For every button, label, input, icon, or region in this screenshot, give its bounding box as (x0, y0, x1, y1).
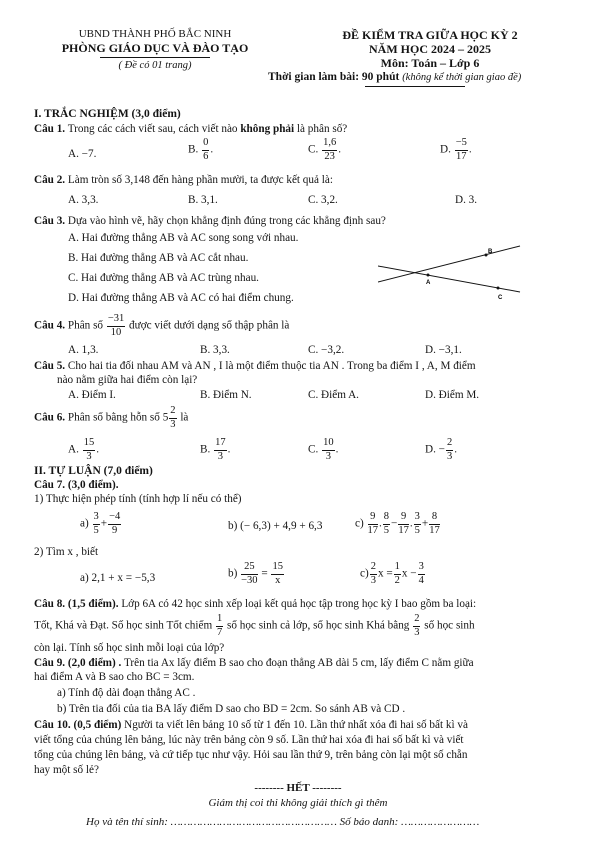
q6-text: Phân số bằng hỗn số (67, 411, 160, 424)
question-1 (34, 123, 347, 135)
q5-option-d: D. Điểm M. (425, 389, 480, 401)
point-a (427, 274, 430, 277)
section-2-title: II. TỰ LUẬN (7,0 điểm) (34, 465, 153, 477)
q7-part-1c (355, 512, 441, 536)
q4-text: Phân số (67, 319, 104, 332)
q3-option-c: C. Hai đường thẳng AB và AC trùng nhau. (68, 272, 259, 284)
q2-label: Câu 2. (34, 174, 66, 186)
q7-1a-op: + (100, 517, 108, 530)
q6-a-den: 3 (86, 450, 92, 462)
q5-option-c: C. Điểm A. (308, 389, 359, 401)
end-marker: -------- HẾT -------- (254, 782, 342, 794)
q7-1a-num1: 3 (93, 512, 100, 525)
q9-label: Câu 9. (2,0 điểm) . (34, 657, 122, 669)
q6-a-label: A. (68, 443, 79, 456)
q7-2c-num3: 3 (418, 562, 425, 575)
question-10 (34, 719, 468, 731)
question-3 (34, 215, 386, 227)
office-name: PHÒNG GIÁO DỤC VÀ ĐÀO TẠO (61, 41, 249, 55)
q8-frac2-den: 3 (414, 626, 420, 638)
q5-label: Câu 5. (34, 360, 66, 372)
q7-1c-op1: . (379, 517, 382, 530)
q4-option-a: A. 1,3. (68, 344, 99, 356)
q7-2b-num1: 25 (241, 562, 257, 575)
q4-num: −31 (107, 314, 125, 327)
q6-mixed-whole: 5 (162, 411, 169, 424)
line-ab (378, 246, 520, 282)
q8-line2-b: số học sinh cả lớp, số học sinh Khá bằng (227, 619, 410, 632)
exam-title: ĐỀ KIỂM TRA GIỮA HỌC KỲ 2 (342, 28, 518, 42)
q7-part-1a (80, 512, 122, 536)
q10-line3: tổng của chúng lên bảng, và cứ tiếp tục như vậy. Hỏi sau lần thứ 9, trên bảng còn lại một số chẵn (34, 749, 468, 761)
q7-1b-expr: (− 6,3) + 4,9 + 6,3 (240, 520, 323, 532)
q7-part-2b (228, 562, 285, 586)
q1-d-num: −5 (455, 138, 468, 151)
q7-1c-num1: 9 (368, 512, 379, 525)
label-a: A (426, 280, 431, 286)
q8-label: Câu 8. (1,5 điểm). (34, 598, 119, 610)
question-6 (34, 406, 188, 430)
q1-text: Trong các cách viết sau, cách viết nào (67, 123, 238, 135)
q2-option-a: A. 3,3. (68, 194, 99, 206)
q8-line2-c: số học sinh (424, 619, 475, 632)
q10-line2: viết tổng của chúng lên bảng, lúc này trên bảng còn 9 số. Lần thứ hai xóa đi hai số bất kì và viết (34, 734, 464, 746)
q7-2c-t2: x − (401, 567, 417, 580)
q7-1a-den2: 9 (112, 524, 118, 536)
q7-2c-num1: 2 (370, 562, 377, 575)
q1-c-num: 1,6 (322, 138, 337, 151)
q9-part-b: b) Trên tia đối của tia BA lấy điểm D sao cho BD = 2cm. So sánh AB và CD . (57, 703, 406, 715)
q1-option-b: B. $\frac{0}{6}$ . (188, 137, 214, 162)
q6-mixed-num: 2 (169, 406, 176, 419)
q6-c-den: 3 (325, 450, 331, 462)
q8-frac1-den: 7 (216, 626, 223, 638)
q7-2a-label: a) (80, 572, 89, 584)
q5-option-b: B. Điểm N. (200, 389, 252, 401)
q6-label: Câu 6. (34, 411, 66, 424)
q3-option-d: D. Hai đường thẳng AB và AC có hai điểm chung. (68, 292, 294, 304)
q2-option-b: B. 3,1. (188, 194, 218, 206)
q6-b-label: B. (200, 443, 211, 456)
q7-part-1b (228, 520, 322, 532)
q1-b-den: 6 (203, 150, 209, 162)
q7-2c-den2: 2 (394, 574, 400, 586)
q7-1c-num5: 8 (429, 512, 440, 525)
q7-1c-op2: − (391, 517, 398, 530)
q7-1c-den5: 17 (429, 524, 440, 536)
q6-option-d: D. − $\frac{2}{3}$ . (425, 437, 458, 462)
q3-option-b: B. Hai đường thẳng AB và AC cắt nhau. (68, 252, 249, 264)
q5-text: Cho hai tia đối nhau AM và AN , I là một điểm thuộc tia AN . Trong ba điểm I , A, M điểm (67, 360, 476, 372)
question-2 (34, 174, 333, 186)
q1-text-end: là phân số? (296, 123, 348, 135)
q7-part-2a (80, 572, 155, 584)
q7-label: Câu 7. (3,0 điểm). (34, 479, 119, 491)
q7-1a-den1: 5 (93, 524, 99, 536)
q4-option-c: C. −3,2. (308, 344, 345, 356)
q7-1c-den2: 5 (383, 524, 390, 536)
page-count-note: ( Đề có 01 trang) (118, 60, 192, 71)
question-4 (34, 314, 289, 338)
q8-frac1-num: 1 (216, 614, 223, 627)
q3-figure (378, 242, 528, 302)
q7-2a-expr: 2,1 + x = −5,3 (91, 572, 156, 584)
q7-2c-label: c) (360, 567, 369, 580)
q7-1a-label: a) (80, 517, 89, 530)
q7-1c-label: c) (355, 517, 364, 530)
q10-line1: Người ta viết lên bảng 10 số từ 1 đến 10. Lần thứ nhất xóa đi hai số bất kì và (124, 719, 468, 731)
q7-2c-num2: 1 (394, 562, 401, 575)
q6-option-b: B. $\frac{17}{3}$ . (200, 437, 231, 462)
q4-text-end: được viết dưới dạng số thập phân là (129, 319, 290, 332)
q4-den: 10 (110, 326, 122, 338)
q7-2b-den1: −30 (241, 574, 258, 586)
q6-d-label: D. − (425, 443, 445, 456)
label-c: C (498, 295, 503, 301)
q4-option-b: B. 3,3. (200, 344, 230, 356)
time-note: (không kể thời gian giao đề) (402, 72, 522, 83)
q8-frac2-num: 2 (413, 614, 420, 627)
q6-d-num: 2 (446, 438, 453, 451)
q7-1c-op3: . (409, 517, 413, 530)
header-underline-left (100, 57, 210, 58)
q7-2b-label: b) (228, 567, 238, 580)
q9-line1: Trên tia Ax lấy điểm B sao cho đoạn thẳng AB dài 5 cm, lấy điểm C nằm giữa (123, 657, 474, 669)
q5-option-a: A. Điểm I. (68, 389, 116, 401)
q1-b-label: B. (188, 143, 199, 156)
q7-2c-den1: 3 (370, 574, 376, 586)
q6-mixed-den: 3 (170, 418, 176, 430)
q4-label: Câu 4. (34, 319, 66, 332)
q7-sub2: 2) Tìm x , biết (34, 546, 99, 558)
label-b: B (488, 249, 493, 255)
q7-1c-num4: 3 (414, 512, 421, 525)
q6-option-a: A. $\frac{15}{3}$ . (68, 437, 99, 462)
q5-text-line2: nào nằm giữa hai điểm còn lại? (57, 374, 198, 386)
q6-b-num: 17 (214, 438, 227, 451)
q1-option-c: C. $\frac{1,6}{23}$ . (308, 137, 341, 162)
q8-line2 (34, 614, 475, 638)
q7-1c-den3: 17 (398, 524, 409, 536)
q7-1c-den1: 17 (367, 524, 378, 536)
q9-part-a: a) Tính độ dài đoạn thẳng AC . (57, 687, 196, 699)
q1-c-den: 23 (324, 150, 335, 162)
q7-2b-num2: 15 (271, 562, 284, 575)
question-8 (34, 598, 476, 610)
q8-line1: Lớp 6A có 42 học sinh xếp loại kết quả học tập trong học kỳ I bao gồm ba loại: (121, 598, 477, 610)
q7-1a-num2: −4 (108, 512, 121, 525)
q1-d-den: 17 (456, 150, 467, 162)
q3-option-a: A. Hai đường thẳng AB và AC song song với nhau. (68, 232, 299, 244)
q7-2c-t1: x = (377, 567, 393, 580)
q7-1c-num3: 9 (398, 512, 409, 525)
q1-emphasis: không phải (240, 123, 295, 135)
q2-option-d: D. 3. (455, 194, 478, 206)
candidate-info-line: Họ và tên thí sinh: …………………………………………… Số báo danh: …………………… (86, 816, 480, 828)
time-allowed: Thời gian làm bài: 90 phút (268, 71, 400, 83)
q1-label: Câu 1. (34, 123, 66, 135)
q7-1c-num2: 8 (383, 512, 390, 525)
q6-d-den: 3 (446, 450, 453, 462)
q1-option-d: D. $\frac{-5}{17}$ . (440, 137, 472, 162)
proctor-note: Giám thị coi thi không giải thích gì thêm (208, 797, 388, 809)
q1-c-label: C. (308, 143, 319, 156)
q6-c-num: 10 (322, 438, 335, 451)
q7-part-2c (360, 562, 426, 586)
q8-line3: còn lại. Tính số học sinh mỗi loại của lớp? (34, 642, 225, 654)
time-line (268, 71, 521, 83)
subject-line: Môn: Toán – Lớp 6 (380, 56, 480, 70)
q1-option-a: A. −7. (68, 148, 97, 160)
q6-c-label: C. (308, 443, 319, 456)
q7-2b-eq: = (261, 567, 268, 580)
q1-d-label: D. (440, 143, 451, 156)
q6-b-den: 3 (217, 450, 223, 462)
q7-2c-den3: 4 (418, 574, 424, 586)
q2-text: Làm tròn số 3,148 đến hàng phần mười, ta được kết quả là: (67, 174, 333, 186)
q6-a-num: 15 (83, 438, 96, 451)
q7-sub1: 1) Thực hiện phép tính (tính hợp lí nếu có thể) (34, 493, 242, 505)
q3-text: Dựa vào hình vẽ, hãy chọn khẳng định đúng trong các khẳng định sau? (67, 215, 386, 227)
q7-2b-den2: x (275, 574, 281, 586)
q8-line2-a: Tốt, Khá và Đạt. Số học sinh Tốt chiếm (34, 619, 213, 632)
q6-text-end: là (180, 411, 189, 424)
question-9 (34, 657, 474, 669)
section-1-title: I. TRẮC NGHIỆM (3,0 điểm) (34, 108, 181, 120)
q10-line4: hay một số lẻ? (34, 764, 99, 776)
q1-b-num: 0 (202, 138, 209, 151)
q10-label: Câu 10. (0,5 điểm) (34, 719, 122, 731)
q7-1c-op4: + (421, 517, 429, 530)
q6-option-c: C. $\frac{10}{3}$ . (308, 437, 339, 462)
q9-line2: hai điểm A và B sao cho BC = 3cm. (34, 671, 195, 683)
q2-option-c: C. 3,2. (308, 194, 338, 206)
school-year: NĂM HỌC 2024 – 2025 (369, 42, 491, 56)
q7-1b-label: b) (228, 520, 238, 532)
q3-label: Câu 3. (34, 215, 66, 227)
department-name: UBND THÀNH PHỐ BẮC NINH (78, 28, 232, 40)
header-underline-right (365, 86, 465, 87)
q4-option-d: D. −3,1. (425, 344, 462, 356)
point-c (497, 287, 500, 290)
q7-1c-den4: 5 (414, 524, 420, 536)
question-5 (34, 360, 476, 372)
